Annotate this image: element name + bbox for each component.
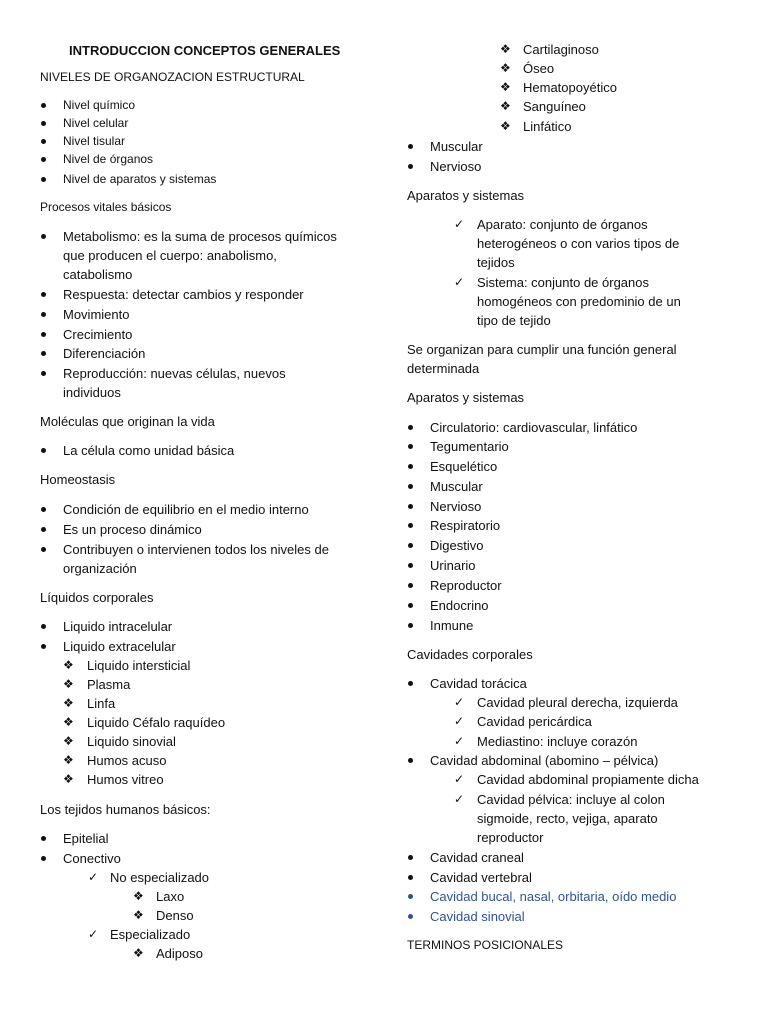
list-item-continuation: catabolismo: [63, 267, 133, 282]
list-item-continuation: heterogéneos o con varios tipos de: [477, 236, 680, 251]
diamond-bullet-icon: ❖: [63, 772, 74, 786]
check-bullet-icon: ✓: [454, 275, 465, 289]
diamond-bullet-icon: ❖: [63, 658, 74, 672]
check-bullet-icon: ✓: [454, 217, 465, 231]
section-heading-liquidos: Líquidos corporales: [40, 590, 154, 605]
diamond-bullet-icon: ❖: [133, 908, 144, 922]
diamond-bullet-icon: ❖: [63, 677, 74, 691]
section-heading-moleculas: Moléculas que originan la vida: [40, 414, 215, 429]
paragraph: Se organizan para cumplir una función general: [407, 342, 677, 357]
list-item-continuation: que producen el cuerpo: anabolismo,: [63, 248, 277, 263]
check-bullet-icon: ✓: [88, 870, 99, 884]
diamond-bullet-icon: ❖: [133, 889, 144, 903]
section-heading-aparatos: Aparatos y sistemas: [407, 390, 525, 405]
list-item-continuation: individuos: [63, 385, 121, 400]
diamond-bullet-icon: ❖: [500, 61, 511, 75]
check-bullet-icon: ✓: [454, 792, 465, 806]
diamond-bullet-icon: ❖: [133, 946, 144, 960]
section-heading-niveles: NIVELES DE ORGANOZACION ESTRUCTURAL: [40, 70, 305, 84]
check-bullet-icon: ✓: [454, 714, 465, 728]
list-item-continuation: reproductor: [477, 830, 544, 845]
check-bullet-icon: ✓: [454, 772, 465, 786]
check-bullet-icon: ✓: [454, 695, 465, 709]
section-heading-aparatos: Aparatos y sistemas: [407, 188, 525, 203]
document-page: INTRODUCCION CONCEPTOS GENERALES NIVELES DE ORGANOZACION ESTRUCTURAL Nivel químico Nivel celular Nivel tisular Nivel de órganos Nivel de aparatos y sistemas Procesos vitales básicos Metabolismo: es la suma de procesos químicos que producen el cuerpo: anabolismo, catabolismo Respuesta: detectar cambios y responder Movimiento Crecimiento Diferenciación Reproducción: nuevas células, nuevos individuos Moléculas que originan la vida La célula como unidad básica Homeostasis Condición de equilibrio en el medio interno Es un proceso dinámico Contribuyen o intervienen todos los niveles de organización Líquidos corporales Liquido intracelular Liquido extracelular ❖ Liquido intersticial ❖ Plasma ❖ Linfa ❖ Liquido Céfalo raquídeo ❖ Liquido sinovial ❖ Humos acuso ❖ Humos vitreo Los tejidos humanos básicos: Epitelial Conectivo ✓ No especializado ❖ Laxo ❖ Denso ✓ Especializado ❖ Adiposo ❖ Cartilaginoso ❖ Óseo ❖ Hematopoyético ❖ Sanguíneo ❖ Linfático Muscular Nervioso Aparatos y sistemas ✓ Aparato: conjunto de órganos heterogéneos o con varios tipos de tejidos ✓ Sistema: conjunto de órganos homogéneos con predominio de un tipo de tejido Se organizan para cumplir una función general determinada Aparatos y sistemas Circulatorio: cardiovascular, linfático Tegumentario Esquelético Muscular Nervioso Respiratorio Digestivo Urinario Reproductor Endocrino Inmune Cavidades corporales Cavidad torácica ✓ Cavidad pleural derecha, izquierda ✓ Cavidad pericárdica ✓ Mediastino: incluye corazón Cavidad abdominal (abomino – pélvica) ✓ Cavidad abdominal propiamente dicha ✓ Cavidad pélvica: incluye al colon sigmoide, recto, vejiga, aparato reproductor Cavidad craneal Cavidad vertebral Cavidad bucal, nasal, orbitaria, oído medio Cavidad sinovial TERMINOS POSICIONALES: [40, 42, 699, 961]
page-title: INTRODUCCION CONCEPTOS GENERALES: [69, 43, 341, 58]
section-heading-homeostasis: Homeostasis: [40, 472, 116, 487]
list-item-continuation: tejidos: [477, 255, 515, 270]
diamond-bullet-icon: ❖: [500, 99, 511, 113]
diamond-bullet-icon: ❖: [63, 715, 74, 729]
list-item-continuation: tipo de tejido: [477, 313, 551, 328]
diamond-bullet-icon: ❖: [63, 753, 74, 767]
list-item-continuation: homogéneos con predominio de un: [477, 294, 681, 309]
check-bullet-icon: ✓: [454, 734, 465, 748]
diamond-bullet-icon: ❖: [500, 80, 511, 94]
list-item-continuation: sigmoide, recto, vejiga, aparato: [477, 811, 658, 826]
section-heading-tejidos: Los tejidos humanos básicos:: [40, 802, 211, 817]
check-bullet-icon: ✓: [88, 927, 99, 941]
section-heading-procesos: Procesos vitales básicos: [40, 200, 172, 214]
diamond-bullet-icon: ❖: [63, 696, 74, 710]
section-heading-cavidades: Cavidades corporales: [407, 647, 533, 662]
diamond-bullet-icon: ❖: [500, 119, 511, 133]
paragraph: determinada: [407, 361, 480, 376]
diamond-bullet-icon: ❖: [63, 734, 74, 748]
diamond-bullet-icon: ❖: [500, 42, 511, 56]
list-item-continuation: organización: [63, 561, 137, 576]
section-heading-terminos: TERMINOS POSICIONALES: [407, 938, 564, 952]
